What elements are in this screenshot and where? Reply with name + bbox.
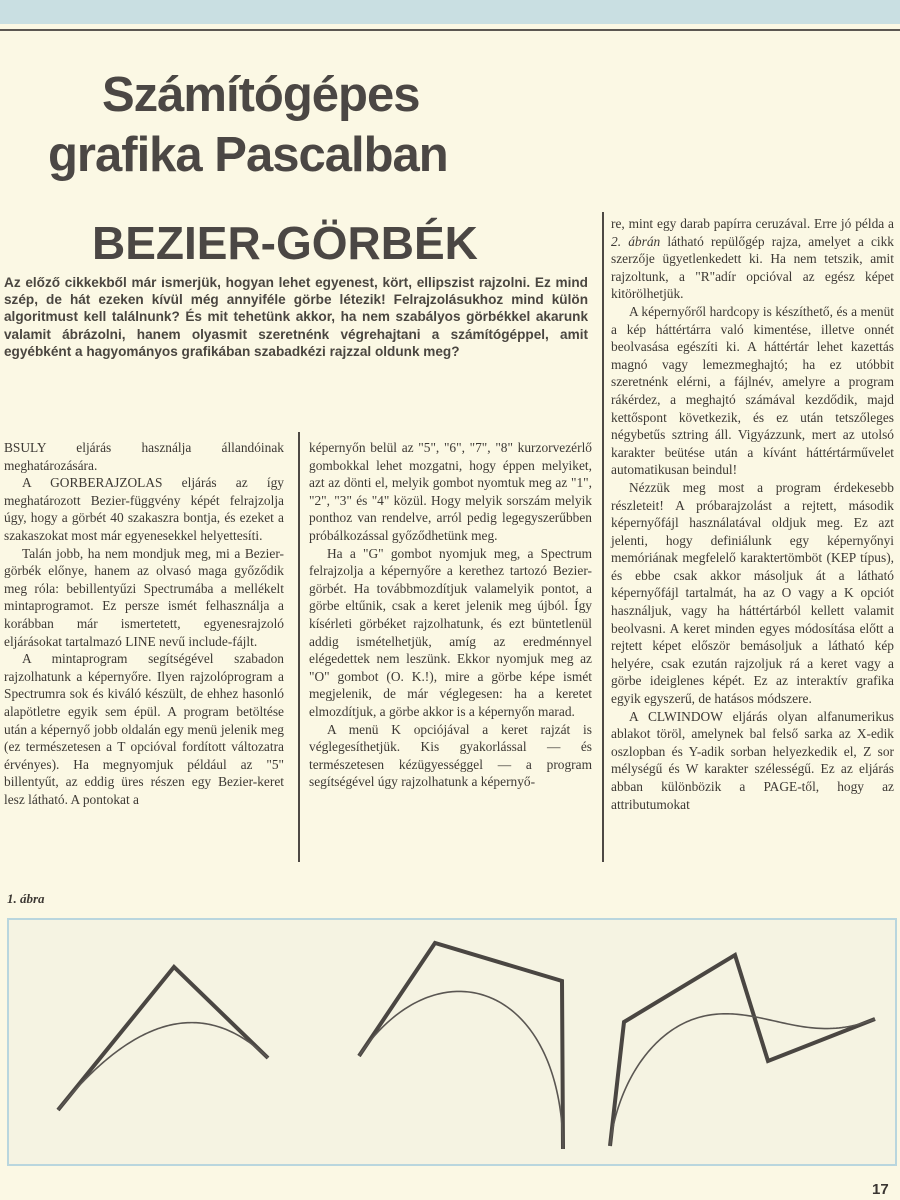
paragraph: BSULY eljárás használja állandóinak meghatározására. bbox=[4, 440, 284, 473]
article-subtitle: BEZIER-GÖRBÉK bbox=[92, 217, 478, 269]
text-column-2 bbox=[309, 439, 592, 791]
bezier-curve-1 bbox=[58, 1023, 268, 1110]
bezier-group-3 bbox=[610, 955, 875, 1146]
header-rule bbox=[0, 29, 900, 31]
bezier-group-1 bbox=[58, 967, 268, 1110]
text-run: re, mint egy darab papírra ceruzával. Erre jó példa a bbox=[611, 216, 894, 231]
lead-paragraph: Az előző cikkekből már ismerjük, hogyan lehet egyenest, kört, ellipszist rajzolni. Ez mind szép, de hát ezeken kívül még annyiféle görbe létezik! Felrajzolásukhoz mind külön algoritmust kell találnunk? És mit tehetünk akkor, ha nem szabályos görbékkel akarunk valamit ábrázolni, hanem olyasmit szeretnénk végrehajtani a számítógéppel, amit egyébként a hagyományos grafikában szabadkézi rajzzal oldunk meg? bbox=[4, 275, 588, 359]
paragraph: Talán jobb, ha nem mondjuk meg, mi a Bezier-görbék előnye, hanem az olvasó maga győződik meg róla: bebillentyűzi Spectrumába a mellékelt mintaprogramot. Ez persze ismét felhasználja a korábban már ismertetett, egyenesrajzoló eljárásokat tartalmazó LINE nevű include-fájlt. bbox=[4, 545, 284, 649]
figure-caption: 1. ábra bbox=[7, 891, 45, 906]
column-divider-1 bbox=[298, 432, 300, 862]
column-divider-2 bbox=[602, 212, 604, 862]
paragraph: A menü K opciójával a keret rajzát is véglegesíthetjük. Kis gyakorlással — és természetesen kézügyességgel — a program segítségével úgy rajzolhatunk a képernyő- bbox=[309, 721, 592, 790]
paragraph: A GORBERAJZOLAS eljárás az így meghatározott Bezier-függvény képét felrajzolja úgy, hogy a görbét 40 szakaszra bontja, és ezeket a szakaszokat most már egyenesekkel helyettesíti. bbox=[4, 475, 284, 543]
paragraph bbox=[611, 215, 894, 303]
paragraph: A képernyőről hardcopy is készíthető, és a menüt a kép háttértárra való kimentése, illetve onnét beolvasása egészíti ki. A háttértár lehet kazettás magnó vagy lemezmeghajtó; ha ez utóbbit szeretnénk elérni, a fájlnév, amelyre a program rákérdez, a meghajtó számával kezdődik, majd kettőspont következik, és ez után tetszőleges négybetűs sztring áll. Vigyázzunk, mert az utolsó karakter beütése után a kívánt háttértárművelet automatikusan beindul! bbox=[611, 303, 894, 478]
paragraph: Nézzük meg most a program érdekesebb részleteit! A próbarajzolást a rejtett, második képernyőfájl használatával oldjuk meg. Ez azt jelenti, hogy definiálunk egy képernyőnyi memóriának megfelelő karaktertömböt (KEP típus), és ebbe csak akkor másoljuk át a látható képernyőfájl tartalmát, ha az O vagy a K opciót használjuk, vagy ha háttértárból kellett valamit beolvasni. A keret minden egyes módosítása előtt a rejtett képet először bemásoljuk a látható kép helyére, csak ezután rajzoljuk rá a keret vagy a görbe ideiglenes képét. Ez az interaktív grafika egyik egyszerű, de hatásos módszere. bbox=[611, 479, 894, 707]
paragraph: képernyőn belül az "5", "6", "7", "8" kurzorvezérlő gombokkal lehet mozgatni, hogy éppen melyiket, azt az dönti el, melyik gombot nyomtuk meg az "1", "2", "3" és "4" közül. Hogy melyik sorszám melyik ponthoz van rendelve, arról pedig legegyszerűbben próbálkozással győződhetünk meg. bbox=[309, 440, 592, 543]
text-run: látható repülőgép rajza, amelyet a cikk szerzője ügyetlenkedett ki. Ha nem tetszik, amit rajzoltunk, a "R"adír opcióval az egész képet kitörölhetjük. bbox=[611, 233, 894, 302]
figure-reference: 2. ábrán bbox=[611, 233, 661, 249]
bezier-frame-2 bbox=[359, 943, 563, 1149]
header-color-band bbox=[0, 0, 900, 24]
text-column-3 bbox=[611, 215, 894, 813]
title-line-1: Számítógépes bbox=[102, 68, 420, 122]
title-line-2: grafika Pascalban bbox=[48, 128, 448, 182]
figure-bezier-curves bbox=[7, 918, 897, 1166]
text-column-1 bbox=[4, 439, 284, 808]
bezier-figure-svg bbox=[9, 920, 895, 1164]
bezier-curve-2 bbox=[359, 991, 563, 1149]
paragraph: A CLWINDOW eljárás olyan alfanumerikus ablakot töröl, amelynek bal felső sarka az X-edik oszlopban és Y-adik sorban helyezkedik el, Z sor mélységű és W karakter szélességű. Ez az eljárás abban különbözik a PAGE-től, hogy az attributumokat bbox=[611, 708, 894, 812]
paragraph: Ha a "G" gombot nyomjuk meg, a Spectrum felrajzolja a képernyőre a kerethez tartozó Bezier-görbét. Ha továbbmozdítjuk valamelyik pontot, a görbe eltűnik, csak a keret jelenik meg újból. Így kísérleti görbéket rajzolhatunk, és ezt büntetlenül addig ismételhetjük, amíg az eredménnyel elégedettek nem leszünk. Ekkor nyomjuk meg az "O" gombot (O. K.!), mire a görbe képe ismét megjelenik, de már véglegesen: ha a keretet elmozdítjuk, a görbe akkor is a képernyőn marad. bbox=[309, 545, 592, 719]
bezier-group-2 bbox=[359, 943, 563, 1149]
article-title bbox=[48, 65, 608, 185]
bezier-frame-1 bbox=[58, 967, 268, 1110]
paragraph: A mintaprogram segítségével szabadon rajzolhatunk a képernyőre. Ilyen rajzolóprogram a Spectrumra sok és kiváló készült, de ehhez hasonló alapötletre egyik sem épül. A program betöltése után a képernyő jobb oldalán egy menü jelenik meg (ez természetesen a T opcióval fordított változatra érvényes). Ha megnyomjuk például az "5" billentyűt, az eddig üres részen egy Bezier-keret lesz látható. A pontokat a bbox=[4, 651, 284, 807]
page-number: 17 bbox=[872, 1181, 889, 1198]
